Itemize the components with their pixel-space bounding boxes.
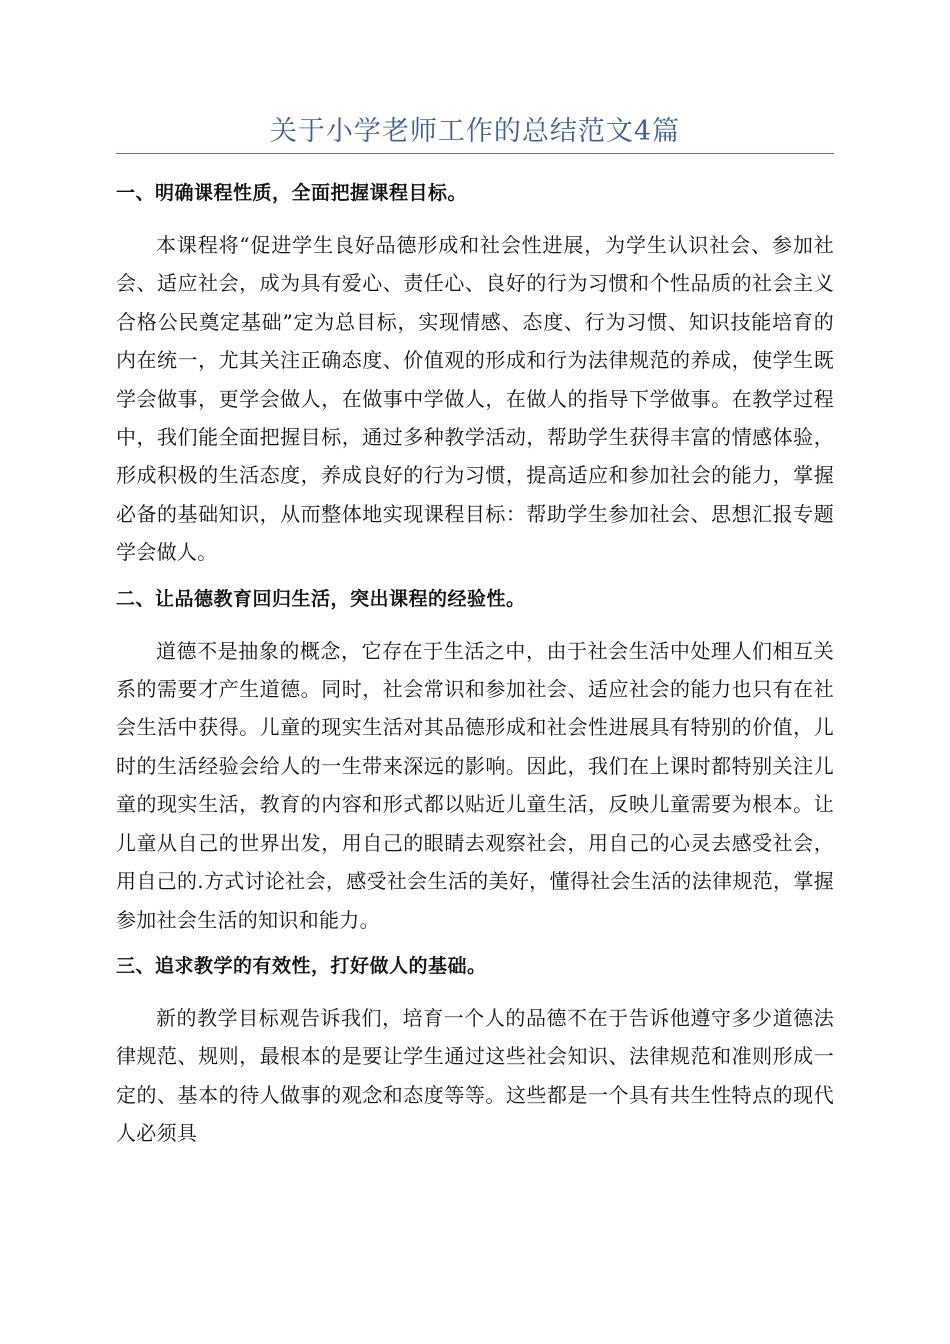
document-body xyxy=(116,170,834,1165)
section-paragraph-3: 新的教学目标观告诉我们，培育一个人的品德不在于告诉他遵守多少道德法律规范、规则，最根本的是要让学生通过这些社会知识、法律规范和准则形成一定的、基本的待人做事的观念和态度等等。这些都是一个具有共生性特点的现代人必须具 xyxy=(116,1005,834,1146)
section-paragraph-2: 道德不是抽象的概念，它存在于生活之中，由于社会生活中处理人们相互关系的需要才产生道德。同时，社会常识和参加社会、适应社会的能力也只有在社会生活中获得。儿童的现实生活对其品德形成和社会性进展具有特别的价值，儿时的生活经验会给人的一生带来深远的影响。因此，我们在上课时都特别关注儿童的现实生活，教育的内容和形式都以贴近儿童生活，反映儿童需要为根本。让儿童从自己的世界出发，用自己的眼睛去观察社会，用自己的心灵去感受社会，用自己的.方式讨论社会，感受社会生活的美好，懂得社会生活的法律规范，掌握参加社会生活的知识和能力。 xyxy=(116,638,834,932)
document-title: 关于小学老师工作的总结范文4篇 xyxy=(269,116,681,147)
section-heading-2: 二、让品德教育回归生活，突出课程的经验性。 xyxy=(116,587,526,610)
section-heading-1: 一、明确课程性质，全面把握课程目标。 xyxy=(116,182,468,204)
title-underline xyxy=(116,153,834,154)
section-paragraph-1: 本课程将“促进学生良好品德形成和社会性进展，为学生认识社会、参加社会、适应社会，成为具有爱心、责任心、良好的行为习惯和个性品质的社会主义合格公民奠定基础”定为总目标，实现情感、态度、行为习惯、知识技能培育的内在统一，尤其关注正确态度、价值观的形成和行为法律规范的养成，使学生既学会做事，更学会做人，在做事中学做人，在做人的指导下学做事。在教学过程中，我们能全面把握目标，通过多种教学活动，帮助学生获得丰富的情感体验，形成积极的生活态度，养成良好的行为习惯，提高适应和参加社会的能力，掌握必备的基础知识，从而整体地实现课程目标：帮助学生参加社会、思想汇报专题学会做人。 xyxy=(116,233,834,565)
section-heading-3: 三、追求教学的有效性，打好做人的基础。 xyxy=(116,954,487,977)
